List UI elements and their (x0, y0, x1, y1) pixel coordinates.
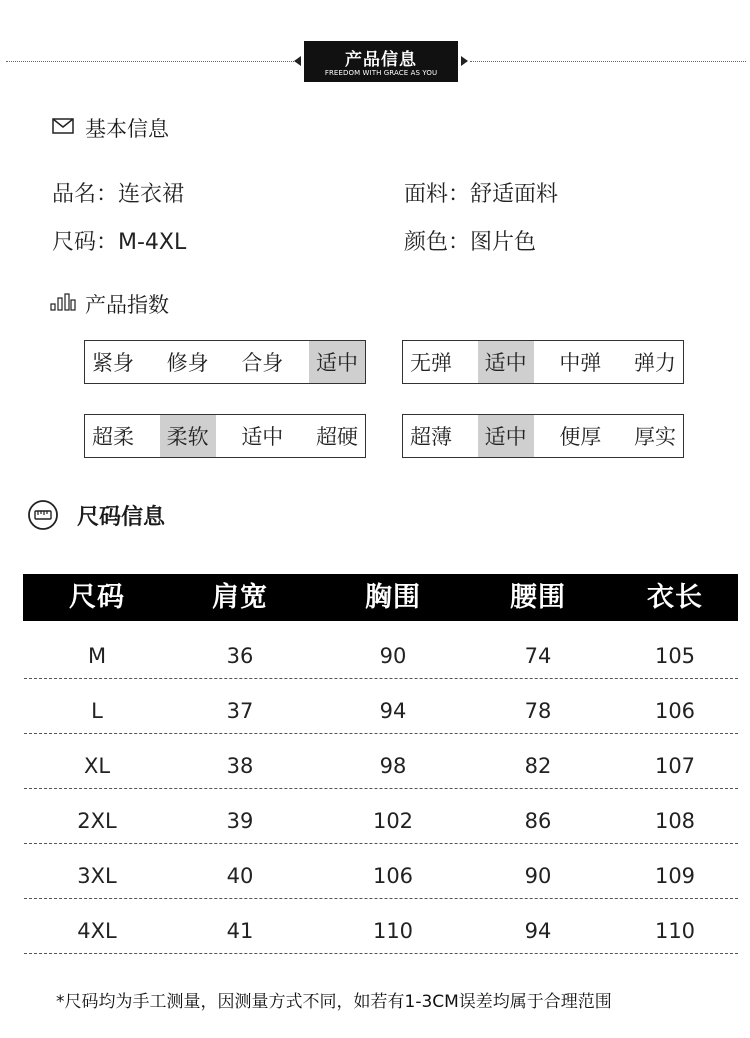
table-cell: 78 (524, 699, 552, 723)
table-cell: 86 (524, 809, 552, 833)
size-info-heading: 尺码信息 (77, 505, 166, 530)
row-divider (24, 898, 738, 899)
table-cell: 41 (226, 919, 254, 943)
column-header: 衣长 (647, 582, 703, 613)
table-cell: M (87, 644, 107, 668)
scale-option: 超硬 (315, 425, 358, 449)
table-cell: 36 (226, 644, 254, 668)
ruler-icon (27, 499, 59, 531)
row-divider (24, 953, 738, 954)
table-cell: 102 (372, 809, 414, 833)
color-value: 图片色 (470, 230, 537, 255)
table-cell: 105 (654, 644, 696, 668)
scale-option: 适中 (478, 415, 534, 457)
scale-option: 适中 (241, 425, 284, 449)
scale-option: 紧身 (92, 351, 134, 375)
table-cell: 94 (379, 699, 407, 723)
scale-option: 无弹 (410, 351, 452, 375)
table-cell: 82 (524, 754, 552, 778)
size-table-header (23, 574, 738, 621)
table-cell: 108 (654, 809, 696, 833)
table-cell: 74 (524, 644, 552, 668)
header-title: 产品信息 (345, 50, 417, 70)
product-name-label: 品名： (52, 182, 119, 207)
header-banner (304, 41, 458, 82)
scale-option: 超柔 (92, 425, 134, 449)
scale-option: 超薄 (410, 425, 452, 449)
table-cell: 106 (654, 699, 696, 723)
table-cell: 98 (379, 754, 407, 778)
size-range-value: M-4XL (118, 230, 187, 255)
product-index-heading: 产品指数 (85, 293, 169, 317)
fabric-label: 面料： (404, 182, 471, 207)
table-cell: XL (83, 754, 111, 778)
row-divider (24, 843, 738, 844)
envelope-icon (52, 118, 74, 134)
table-cell: 110 (372, 919, 414, 943)
table-cell: 2XL (77, 809, 117, 833)
scale-option: 柔软 (160, 415, 216, 457)
scale-option: 修身 (166, 351, 209, 375)
fabric-value: 舒适面料 (470, 182, 559, 207)
column-header: 胸围 (365, 582, 421, 613)
header-arrow-right-icon (461, 56, 468, 66)
product-name-row (52, 177, 184, 208)
size-range-row (52, 225, 186, 256)
header-line-left (6, 61, 296, 62)
table-cell: 38 (226, 754, 254, 778)
basic-info-heading: 基本信息 (85, 117, 169, 141)
measurement-note: *尺码均为手工测量，因测量方式不同，如若有1-3CM误差均属于合理范围 (56, 992, 612, 1012)
table-cell: 40 (226, 864, 254, 888)
table-cell: 3XL (77, 864, 117, 888)
color-row (404, 225, 536, 256)
table-cell: L (91, 699, 103, 723)
product-name-value: 连衣裙 (118, 182, 185, 207)
size-range-label: 尺码： (52, 230, 119, 255)
column-header: 尺码 (69, 582, 125, 613)
softness-scale (84, 414, 366, 458)
table-cell: 110 (654, 919, 696, 943)
bar-chart-icon (50, 293, 76, 311)
scale-option: 合身 (241, 351, 284, 375)
table-cell: 94 (524, 919, 552, 943)
row-divider (24, 788, 738, 789)
scale-option: 适中 (478, 341, 534, 383)
color-label: 颜色： (404, 230, 471, 255)
fit-scale (84, 340, 366, 384)
table-cell: 109 (654, 864, 696, 888)
table-cell: 106 (372, 864, 414, 888)
table-cell: 107 (654, 754, 696, 778)
fabric-row (404, 177, 558, 208)
table-cell: 39 (226, 809, 254, 833)
elasticity-scale (402, 340, 684, 384)
scale-option: 适中 (309, 341, 365, 383)
scale-option: 便厚 (559, 425, 602, 449)
table-cell: 90 (379, 644, 407, 668)
header-arrow-left-icon (294, 56, 301, 66)
table-cell: 4XL (77, 919, 117, 943)
row-divider (24, 733, 738, 734)
table-cell: 37 (226, 699, 254, 723)
table-cell: 90 (524, 864, 552, 888)
scale-option: 厚实 (633, 425, 676, 449)
column-header: 腰围 (510, 582, 566, 613)
scale-option: 中弹 (559, 351, 602, 375)
thickness-scale (402, 414, 684, 458)
header-line-right (470, 61, 746, 62)
scale-option: 弹力 (633, 351, 676, 375)
header-subtitle: FREEDOM WITH GRACE AS YOU (324, 69, 438, 77)
row-divider (24, 678, 738, 679)
column-header: 肩宽 (212, 582, 268, 613)
